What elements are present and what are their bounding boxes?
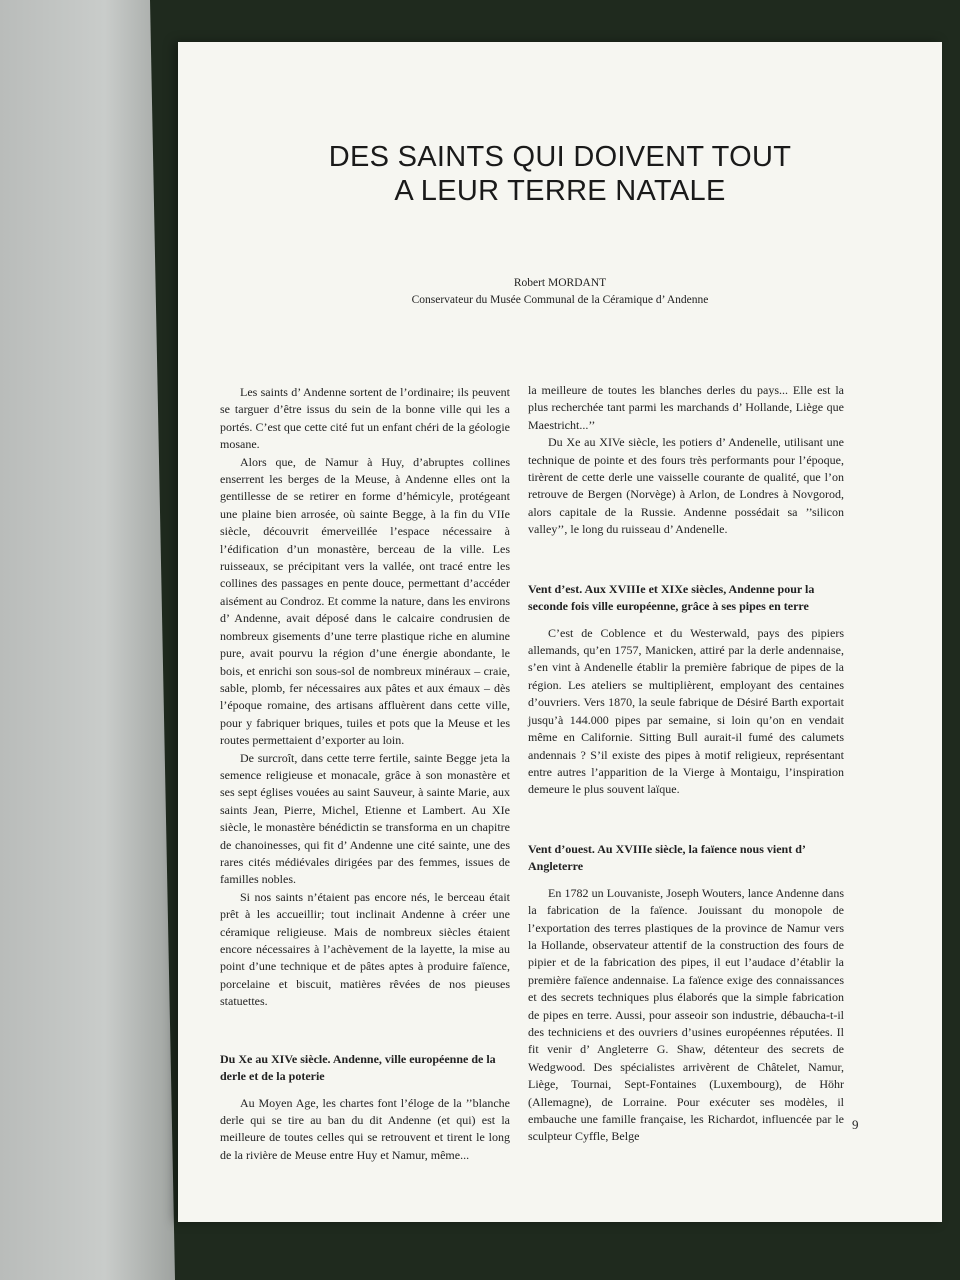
author-affiliation: Conservateur du Musée Communal de la Céramique d’ Andenne <box>411 294 709 306</box>
section-heading: Vent d’ouest. Au XVIIIe siècle, la faïence nous vient d’ Angleterre <box>528 841 806 873</box>
paragraph: Du Xe au XIVe siècle, les potiers d’ Andenelle, utilisant une technique de pointe et des fours très performants pour l’époque, tirèrent de cette derle une vaisselle courante de qualité, que l’on retrouve de Bergen (Norvège) à Arlon, de Londres à Novgorod, alors capitale de la Russie. Andenne possédait sa ’’silicon valley’’, le long du ruisseau d’ Andenelle. <box>528 435 844 537</box>
paragraph: Si nos saints n’étaient pas encore nés, le berceau était prêt à les accueillir; tout inclinait Andenne à créer une céramique religieuse. Mais de nombreux siècles étaient encore nécessaires à l’achèvement de la layette, la mise au point d’une technique et de pâtes aptes à produire faïence, porcelaine et biscuit, matières rêvées de nos pieuses statuettes. <box>220 889 510 1009</box>
paragraph: Alors que, de Namur à Huy, d’abruptes collines enserrent les berges de la Meuse, à Andenne elles ont la gentillesse de se retirer en forme d’hémicyle, protégeant une plaine bien arrosée, où sainte Begge, à la fin du VIIe siècle, découvrit émerveillée l’espace nécessaire à l’édification d’un monastère, berceau de la ville. Les ruisseaux, se précipitant vers la vallée, ont tracé entre les collines des passages en pente douce, permettant d’accéder aisément au Condroz. Et comme la nature, dans les environs d’ Andenne, avait déposé dans le calcaire condrusien de nombreux gisements d’une terre plastique riche en alumine pure, avait pourvu la région d’une énergie abondante, le bois, et enrichi son sous-sol de nombreux minéraux – craie, sable, plomb, fer nécessaires aux pâtes et aux émaux – dès l’époque romaine, des artisans affluèrent dans cette ville, pour y fabriquer briques, tuiles et pots que la Meuse et les routes permettaient d’exporter au loin. <box>220 454 510 748</box>
paragraph: C’est de Coblence et du Westerwald, pays des pipiers allemands, qu’en 1757, Manicken, attiré par la derle andennaise, s’en vint à Andenelle établir la première fabrique de pipes de la région. Les ateliers se multiplièrent, employant des centaines d’ouvriers. Vers 1870, la seule fabrique de Désiré Barth exportait jusqu’à 144.000 pipes par semaine, si loin qu’on en vendait même en Californie. Sitting Bull aurait-il fumé des calumets andennais ? S’il existe des pipes à motif religieux, représentant entre autres l’apparition de la Vierge à Montaigu, l’inspiration demeure le plus souvent laïque. <box>528 625 844 797</box>
book-page <box>178 42 942 1222</box>
title-line-1: DES SAINTS QUI DOIVENT TOUT <box>328 141 792 173</box>
right-column <box>528 382 844 1146</box>
paragraph: la meilleure de toutes les blanches derles du pays... Elle est la plus recherchée tant parmi les marchands d’ Hollande, Liège que Maestricht...’’ <box>528 383 844 432</box>
section-heading: Vent d’est. Aux XVIIIe et XIXe siècles, Andenne pour la seconde fois ville européenne, grâce à ses pipes en terre <box>528 581 815 613</box>
paragraph: De surcroît, dans cette terre fertile, sainte Begge jeta la semence religieuse et monacale, grâce à son monastère et ses sept églises vouées au saint Sauveur, à sainte Marie, aux saints Jean, Pierre, Michel, Etienne et Lambert. Au XIe siècle, le monastère bénédictin se transforma en un chapitre de chanoinesses, qui fit d’ Andenne une cité sainte, une des rares cités médiévales dirigées par des femmes, issues de familles nobles. <box>220 750 510 887</box>
left-column <box>220 384 510 1164</box>
paragraph: Les saints d’ Andenne sortent de l’ordinaire; ils peuvent se targuer d’être issus du sein de la bonne ville qui les a portés. C’est que cette cité fut un enfant chéri de la géologie mosane. <box>220 385 510 452</box>
title-line-2: A LEUR TERRE NATALE <box>394 175 726 207</box>
page-number: 9 <box>852 1117 859 1132</box>
facing-page-edge <box>0 0 175 1280</box>
author-name: Robert MORDANT <box>513 277 607 289</box>
paragraph: Au Moyen Age, les chartes font l’éloge de la ’’blanche derle qui se tire au ban du dit Andenne (et qui) est la meilleure de toutes celles qui se retrouvent et tirent le long de la rivière de Meuse entre Huy et Namur, même... <box>220 1095 510 1162</box>
section-heading: Du Xe au XIVe siècle. Andenne, ville européenne de la derle et de la poterie <box>220 1051 496 1083</box>
byline <box>178 275 942 309</box>
paragraph: En 1782 un Louvaniste, Joseph Wouters, lance Andenne dans la fabrication de la faïence. Jouissant du monopole de l’exportation des terres plastiques de la province de Namur vers la Hollande, observateur attentif de la construction des fours de pipier et de la fabrication des pipes, il eut l’audace d’établir la première faïence andennaise. La faïence exige des connaissances et des secrets techniques plus élaborés que la simple fabrication de pipes en terre. Aussi, pour asseoir son industrie, débaucha-t-il des techniciens et des ouvriers d’usines européennes réputées. Il fit venir d’ Angleterre G. Shaw, détenteur des secrets de Wedgwood. Des spécialistes arrivèrent de Châtelet, Namur, Liège, Tournai, Sept-Fontaines (Luxembourg), de Höhr (Allemagne), de Lorraine. Pour exécuter ses modèles, il embauche une famille française, les Richardot, influencée par le sculpteur Cyffle, Belge <box>528 885 844 1144</box>
article-title <box>178 140 942 208</box>
